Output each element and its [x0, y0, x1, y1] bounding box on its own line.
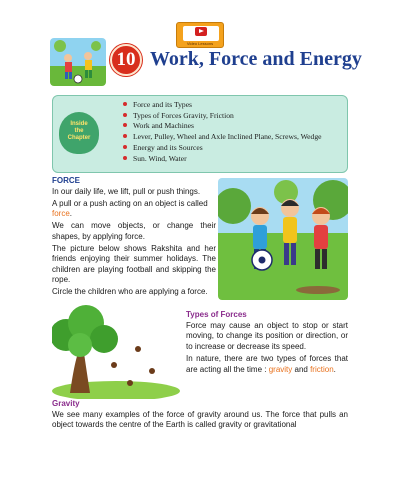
topic-item: Types of Forces Gravity, Friction [123, 111, 322, 122]
inside-chapter-box [52, 95, 348, 173]
chapter-number-badge: 10 [110, 44, 142, 76]
gravity-para-1: We see many examples of the force of gravity around us. The force that pulls an object towards the centre of the Earth is called gravity or gravitational [52, 410, 348, 430]
bullet-icon [123, 123, 127, 127]
tree-falling-fruit-illustration [52, 305, 180, 399]
bullet-icon [123, 113, 127, 117]
gravity-heading: Gravity [52, 399, 80, 408]
bullet-icon [123, 156, 127, 160]
force-body [52, 187, 216, 299]
inside-line-1: Inside [70, 121, 88, 127]
video-badge-caption: Video Lessons [186, 41, 214, 46]
force-para-4: The picture below shows Rakshita and her friends enjoying their summer holidays. The children are playing football and skipping the rope. [52, 243, 216, 285]
topic-item: Sun. Wind, Water [123, 154, 322, 165]
bullet-icon [123, 134, 127, 138]
keyword-friction: friction [310, 364, 334, 374]
inside-line-2: the [74, 128, 84, 134]
force-para-2: A pull or a push acting on an object is called force. [52, 199, 208, 219]
force-para-5: Circle the children who are applying a force. [52, 287, 208, 297]
force-para-1: In our daily life, we lift, pull or push things. [52, 187, 201, 196]
keyword-gravity: gravity [268, 364, 293, 374]
inside-chapter-icon [59, 112, 99, 154]
children-football-illustration [218, 178, 348, 300]
force-heading: FORCE [52, 176, 80, 185]
play-icon [195, 27, 207, 36]
types-para-2: In nature, there are two types of forces that are acting all the time : gravity and friction. [186, 354, 348, 374]
inside-line-3: Chapter [67, 135, 91, 141]
inside-chapter-label [59, 121, 99, 142]
topic-item: Energy and its Sources [123, 143, 322, 154]
bullet-icon [123, 145, 127, 149]
keyword-force: force [52, 209, 70, 219]
topic-list [123, 100, 322, 164]
video-lessons-badge[interactable] [176, 22, 224, 48]
bullet-icon [123, 102, 127, 106]
force-para-3: We can move objects, or change their shapes, by applying force. [52, 221, 216, 241]
chapter-title: Work, Force and Energy [150, 48, 362, 70]
topic-item: Lever, Pulley, Wheel and Axle Inclined Plane, Screws, Wedge [123, 132, 322, 143]
types-of-forces-heading: Types of Forces [186, 310, 247, 319]
topic-item: Work and Machines [123, 121, 322, 132]
types-para-1: Force may cause an object to stop or start moving, to change its position or direction, or to increase or decrease its speed. [186, 321, 348, 351]
chapter-header-illustration [50, 38, 106, 86]
topic-item: Force and its Types [123, 100, 322, 111]
types-of-forces-body [186, 321, 348, 377]
